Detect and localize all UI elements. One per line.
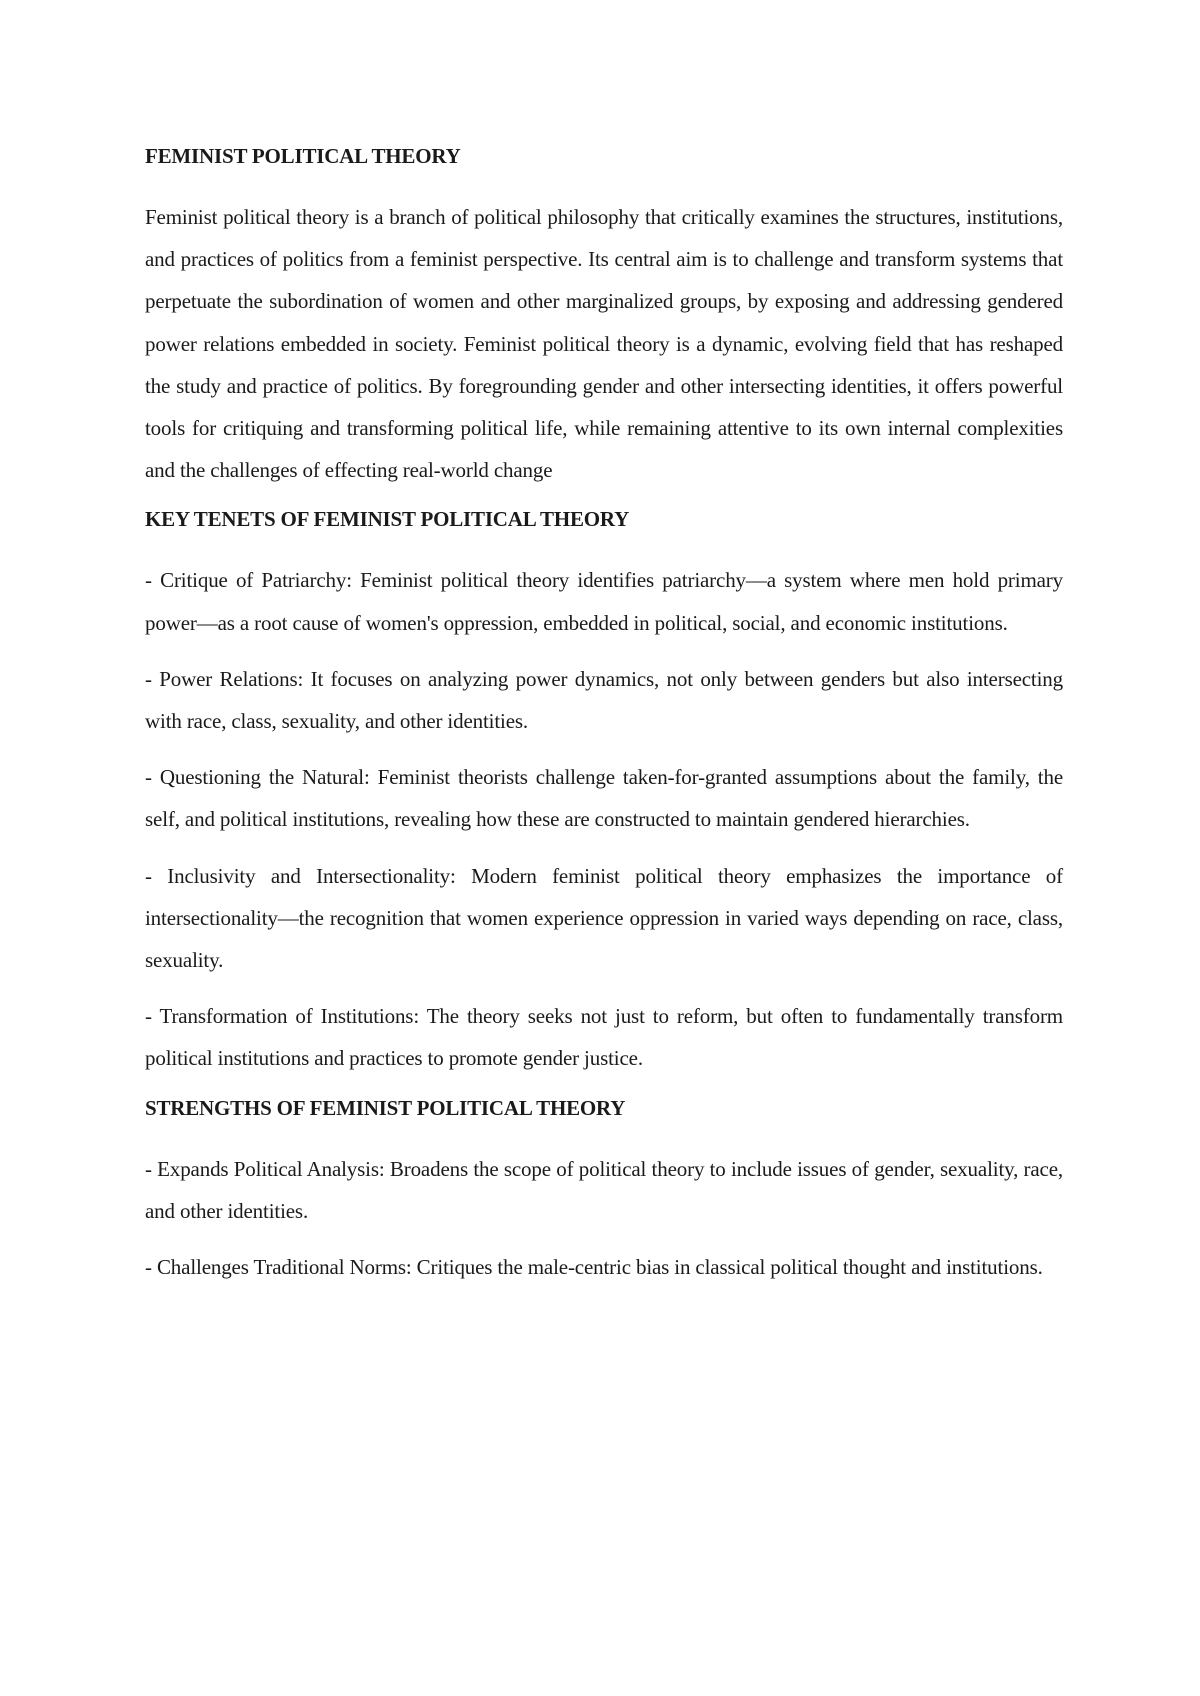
strengths-heading: STRENGTHS OF FEMINIST POLITICAL THEORY [145,1095,626,1120]
tenet-power-relations: - Power Relations: It focuses on analyzing power dynamics, not only between genders but also intersecting with race, class, sexuality, and other identities. [145,666,1063,734]
tenet-patriarchy: - Critique of Patriarchy: Feminist political theory identifies patriarchy—a system where men hold primary power—as a root cause of women's oppression, embedded in political, social, and economic institutions. [145,568,1063,635]
strength-challenges-norms: - Challenges Traditional Norms: Critiques the male-centric bias in classical political thought and institutions. [145,1255,1043,1280]
intro-paragraph: Feminist political theory is a branch of political philosophy that critically examines the structures, institutions, and practices of politics from a feminist perspective. Its central aim is to challenge and transform systems that perpetuate the subordination of women and other marginalized groups, by exposing and addressing gendered power relations embedded in society. Feminist political theory is a dynamic, evolving field that has reshaped the study and practice of politics. By foregrounding gender and other intersecting identities, it offers powerful tools for critiquing and transforming political life, while remaining attentive to its own internal complexities and the challenges of effecting real-world change [145,205,1063,483]
strength-expands-analysis: - Expands Political Analysis: Broadens the scope of political theory to include issues of gender, sexuality, race, and other identities. [145,1156,1063,1223]
tenets-heading: KEY TENETS OF FEMINIST POLITICAL THEORY [145,507,630,532]
tenet-transformation: - Transformation of Institutions: The theory seeks not just to reform, but often to fundamentally transform political institutions and practices to promote gender justice. [145,1004,1063,1071]
document-page [145,142,1063,1302]
tenet-questioning-natural: - Questioning the Natural: Feminist theorists challenge taken-for-granted assumptions about the family, the self, and political institutions, revealing how these are constructed to maintain gendered hierarchies. [145,765,1063,832]
document-title: FEMINIST POLITICAL THEORY [145,144,461,168]
tenet-intersectionality: - Inclusivity and Intersectionality: Modern feminist political theory emphasizes the importance of intersectionality—the recognition that women experience oppression in varied ways depending on race, class, sexuality. [145,863,1063,973]
